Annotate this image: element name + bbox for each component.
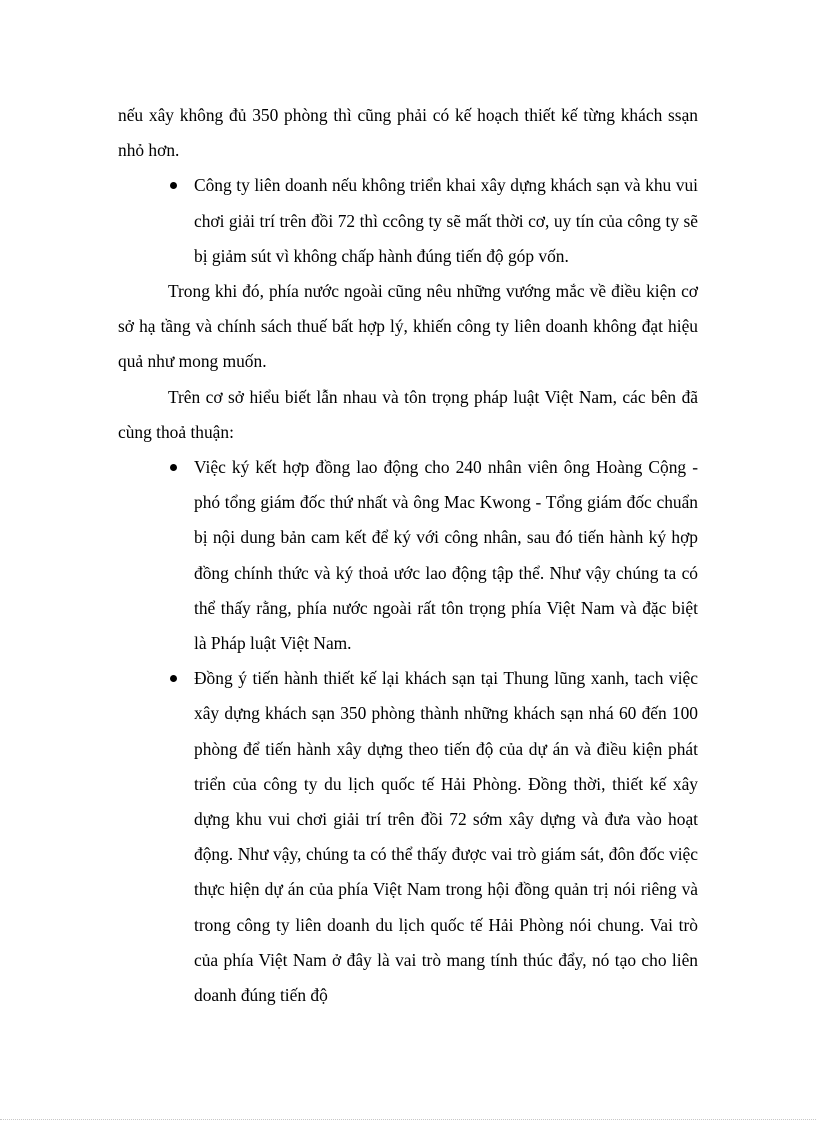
paragraph-agreement-intro: Trên cơ sở hiểu biết lẫn nhau và tôn trọng pháp luật Việt Nam, các bên đã cùng thoả thuận: xyxy=(118,386,698,442)
opening-paragraph: nếu xây không đủ 350 phòng thì cũng phải có kế hoạch thiết kế từng khách ssạn nhỏ hơn. xyxy=(118,105,698,161)
bullet-list-agreements xyxy=(118,450,698,1013)
paragraph-foreign-concerns: Trong khi đó, phía nước ngoài cũng nêu những vướng mắc về điều kiện cơ sở hạ tầng và chính sách thuế bất hợp lý, khiến công ty liên doanh không đạt hiệu quả như mong muốn. xyxy=(118,281,698,372)
bullet-text: Công ty liên doanh nếu không triển khai xây dựng khách sạn và khu vui chơi giải trí trên đồi 72 thì ccông ty sẽ mất thời cơ, uy tín của công ty sẽ bị giảm sút vì không chấp hành đúng tiến độ góp vốn. xyxy=(194,175,698,266)
bullet-item xyxy=(194,661,698,1013)
bullet-dot-icon xyxy=(170,182,177,189)
bullet-text: Đồng ý tiến hành thiết kế lại khách sạn tại Thung lũng xanh, tach việc xây dựng khách sạn 350 phòng thành những khách sạn nhá 60 đến 100 phòng để tiến hành xây dựng theo tiến độ của dự án và điều kiện phát triển của công ty du lịch quốc tế Hải Phòng. Đồng thời, thiết kế xây dựng khu vui chơi giải trí trên đồi 72 sớm xây dựng và đưa vào hoạt động. Như vậy, chúng ta có thể thấy được vai trò giám sát, đôn đốc việc thực hiện dự án của phía Việt Nam trong hội đồng quản trị nói riêng và trong công ty liên doanh du lịch quốc tế Hải Phòng nói chung. Vai trò của phía Việt Nam ở đây là vai trò mang tính thúc đẩy, nó tạo cho liên doanh đúng tiến độ xyxy=(194,668,698,1006)
bullet-list-consequences xyxy=(118,168,698,274)
bullet-dot-icon xyxy=(170,464,177,471)
bullet-item xyxy=(194,168,698,274)
bullet-item xyxy=(194,450,698,661)
page-bottom-divider xyxy=(0,1119,816,1120)
bullet-text: Việc ký kết hợp đồng lao động cho 240 nhân viên ông Hoàng Cộng - phó tổng giám đốc thứ nhất và ông Mac Kwong - Tổng giám đốc chuẩn bị nội dung bản cam kết để ký với công nhân, sau đó tiến hành ký hợp đồng chính thức và ký thoả ước lao động tập thể. Như vậy chúng ta có thể thấy rằng, phía nước ngoài rất tôn trọng phía Việt Nam và đặc biệt là Pháp luật Việt Nam. xyxy=(194,457,698,654)
document-body xyxy=(118,98,698,1013)
bullet-dot-icon xyxy=(170,675,177,682)
